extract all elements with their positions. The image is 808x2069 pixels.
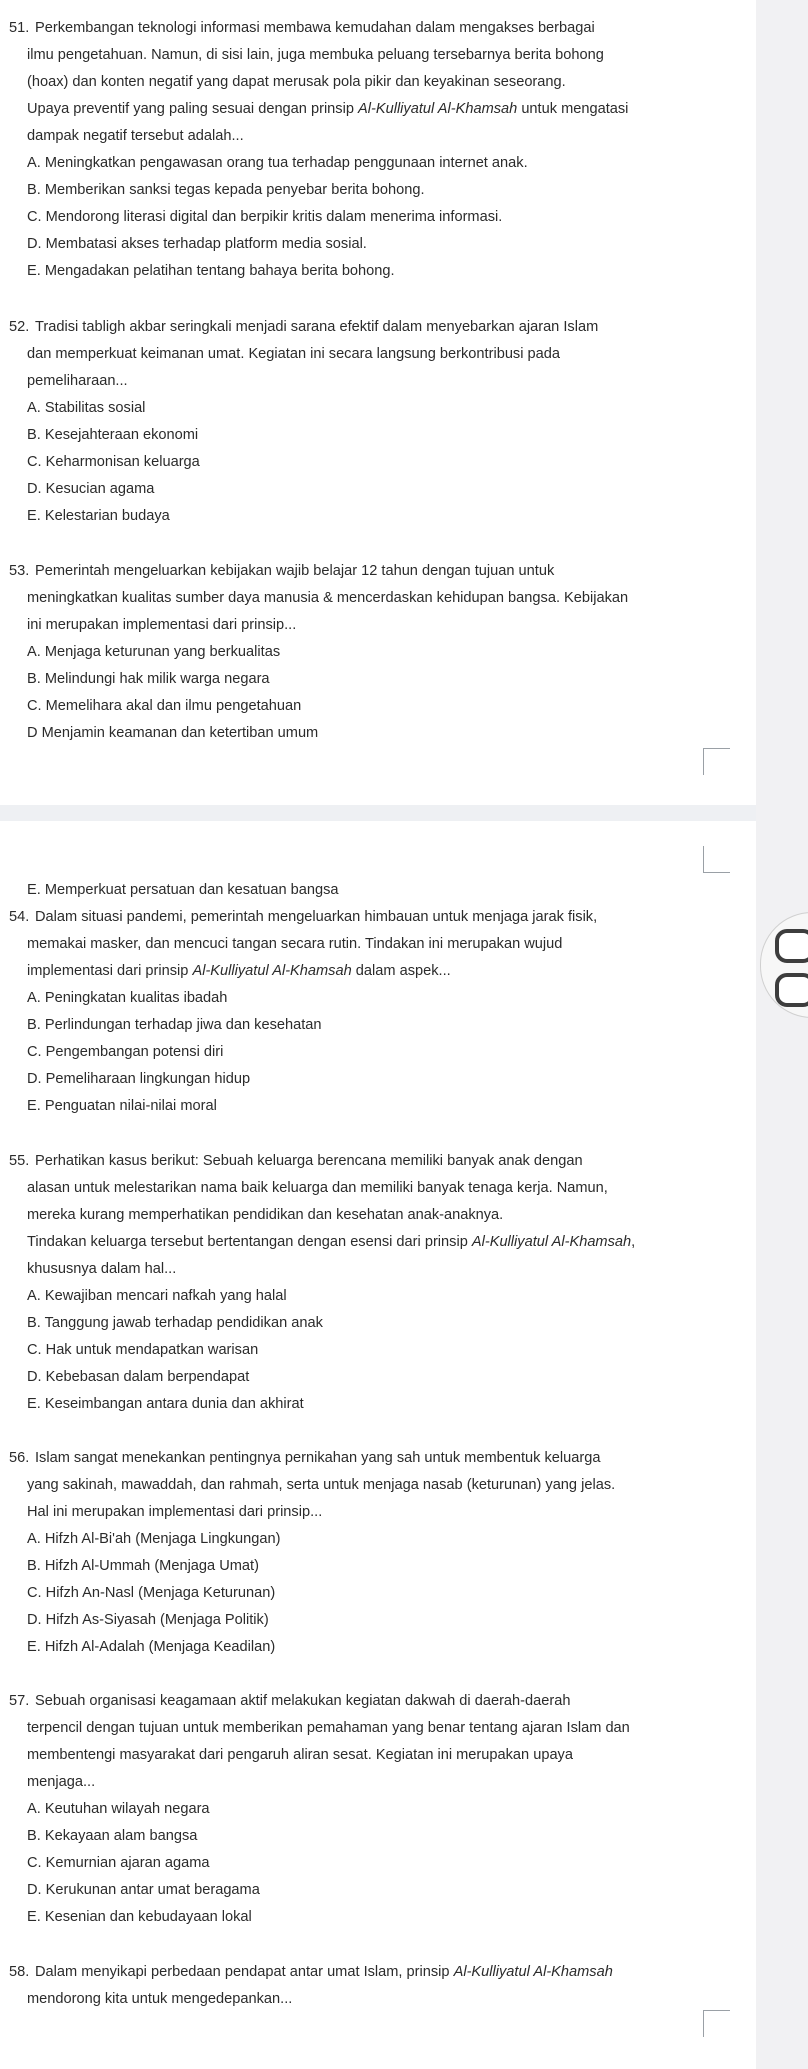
option-d[interactable]: D. Kesucian agama [27,481,155,497]
question-text: implementasi dari prinsip [27,963,193,979]
question-text: Upaya preventif yang paling sesuai dengan prinsip [27,101,359,117]
question-text: khususnya dalam hal... [27,1261,177,1277]
question-text: menjaga... [27,1774,96,1790]
option-b[interactable]: B. Memberikan sanksi tegas kepada penyebar berita bohong. [27,182,425,198]
question-text: Pemerintah mengeluarkan kebijakan wajib belajar 12 tahun dengan tujuan untuk [35,563,555,579]
crop-corner-icon [703,2010,730,2037]
page-break [0,805,756,821]
term-italic: Al-Kulliyatul Al-Khamsah [453,1964,613,1980]
toggle-button[interactable] [775,973,808,1007]
option-c[interactable]: C. Hak untuk mendapatkan warisan [27,1342,259,1358]
question-text: Sebuah organisasi keagamaan aktif melakukan kegiatan dakwah di daerah-daerah [35,1693,571,1709]
option-a[interactable]: A. Hifzh Al-Bi'ah (Menjaga Lingkungan) [27,1531,281,1547]
question-number: 51. [9,20,30,36]
option-a[interactable]: A. Menjaga keturunan yang berkualitas [27,644,281,660]
crop-corner-icon [703,846,730,873]
question-text: Tradisi tabligh akbar seringkali menjadi sarana efektif dalam menyebarkan ajaran Islam [35,319,599,335]
option-c[interactable]: C. Hifzh An-Nasl (Menjaga Keturunan) [27,1585,276,1601]
option-a[interactable]: A. Keutuhan wilayah negara [27,1801,210,1817]
question-number: 54. [9,909,30,925]
option-a[interactable]: A. Meningkatkan pengawasan orang tua terhadap penggunaan internet anak. [27,155,528,171]
option-a[interactable]: A. Peningkatan kualitas ibadah [27,990,228,1006]
question-text: (hoax) dan konten negatif yang dapat merusak pola pikir dan keyakinan seseorang. [27,74,566,90]
term-italic: Al-Kulliyatul Al-Khamsah [192,963,352,979]
question-text: dampak negatif tersebut adalah... [27,128,244,144]
question-text: , [631,1234,636,1250]
option-b[interactable]: B. Melindungi hak milik warga negara [27,671,270,687]
question-text: ilmu pengetahuan. Namun, di sisi lain, juga membuka peluang tersebarnya berita bohong [27,47,604,63]
question-text: alasan untuk melestarikan nama baik keluarga dan memiliki banyak tenaga kerja. Namun, [27,1180,608,1196]
term-italic: Al-Kulliyatul Al-Khamsah [471,1234,632,1250]
option-b[interactable]: B. Kekayaan alam bangsa [27,1828,198,1844]
option-e[interactable]: E. Kelestarian budaya [27,508,170,524]
question-text: Perkembangan teknologi informasi membawa kemudahan dalam mengakses berbagai [35,20,595,36]
option-e[interactable]: E. Keseimbangan antara dunia dan akhirat [27,1396,304,1412]
option-e[interactable]: E. Kesenian dan kebudayaan lokal [27,1909,252,1925]
question-text: Dalam menyikapi perbedaan pendapat antar umat Islam, prinsip [35,1964,454,1980]
question-text: yang sakinah, mawaddah, dan rahmah, serta untuk menjaga nasab (keturunan) yang jelas. [27,1477,616,1493]
option-b[interactable]: B. Hifzh Al-Ummah (Menjaga Umat) [27,1558,259,1574]
question-text: ini merupakan implementasi dari prinsip... [27,617,297,633]
question-text: dan memperkuat keimanan umat. Kegiatan ini secara langsung berkontribusi pada [27,346,560,362]
question-text: pemeliharaan... [27,373,128,389]
option-b[interactable]: B. Tanggung jawab terhadap pendidikan anak [27,1315,323,1331]
option-e[interactable]: E. Hifzh Al-Adalah (Menjaga Keadilan) [27,1639,276,1655]
question-text: mereka kurang memperhatikan pendidikan dan kesehatan anak-anaknya. [27,1207,504,1223]
question-number: 56. [9,1450,30,1466]
question-number: 57. [9,1693,30,1709]
option-c[interactable]: C. Keharmonisan keluarga [27,454,200,470]
question-text: Islam sangat menekankan pentingnya pernikahan yang sah untuk membentuk keluarga [35,1450,601,1466]
question-text: membentengi masyarakat dari pengaruh aliran sesat. Kegiatan ini merupakan upaya [27,1747,573,1763]
option-e[interactable]: E. Penguatan nilai-nilai moral [27,1098,217,1114]
question-text: Perhatikan kasus berikut: Sebuah keluarga berencana memiliki banyak anak dengan [35,1153,583,1169]
question-text: memakai masker, dan mencuci tangan secara rutin. Tindakan ini merupakan wujud [27,936,563,952]
option-c[interactable]: C. Memelihara akal dan ilmu pengetahuan [27,698,302,714]
toggle-button[interactable] [775,929,808,963]
option-a[interactable]: A. Stabilitas sosial [27,400,146,416]
question-text: Tindakan keluarga tersebut bertentangan dengan esensi dari prinsip [27,1234,472,1250]
option-b[interactable]: B. Kesejahteraan ekonomi [27,427,199,443]
option-c[interactable]: C. Pengembangan potensi diri [27,1044,224,1060]
option-c[interactable]: C. Mendorong literasi digital dan berpikir kritis dalam menerima informasi. [27,209,503,225]
option-d[interactable]: D. Pemeliharaan lingkungan hidup [27,1071,251,1087]
side-margin [756,0,808,2069]
question-text: Dalam situasi pandemi, pemerintah mengeluarkan himbauan untuk menjaga jarak fisik, [35,909,598,925]
option-e[interactable]: E. Memperkuat persatuan dan kesatuan bangsa [27,882,339,898]
question-number: 55. [9,1153,30,1169]
option-a[interactable]: A. Kewajiban mencari nafkah yang halal [27,1288,287,1304]
option-d[interactable]: D. Kebebasan dalam berpendapat [27,1369,250,1385]
question-number: 58. [9,1964,30,1980]
question-text: dalam aspek... [351,963,451,979]
option-e[interactable]: E. Mengadakan pelatihan tentang bahaya berita bohong. [27,263,395,279]
crop-corner-icon [703,748,730,775]
option-d[interactable]: D Menjamin keamanan dan ketertiban umum [27,725,319,741]
term-italic: Al-Kulliyatul Al-Khamsah [358,101,518,117]
question-text: terpencil dengan tujuan untuk memberikan pemahaman yang benar tentang ajaran Islam dan [27,1720,630,1736]
option-d[interactable]: D. Hifzh As-Siyasah (Menjaga Politik) [27,1612,269,1628]
option-d[interactable]: D. Kerukunan antar umat beragama [27,1882,260,1898]
question-text: untuk mengatasi [517,101,629,117]
question-number: 53. [9,563,30,579]
option-c[interactable]: C. Kemurnian ajaran agama [27,1855,210,1871]
question-text: Hal ini merupakan implementasi dari prinsip... [27,1504,323,1520]
question-text: mendorong kita untuk mengedepankan... [27,1991,293,2007]
option-b[interactable]: B. Perlindungan terhadap jiwa dan kesehatan [27,1017,322,1033]
option-d[interactable]: D. Membatasi akses terhadap platform media sosial. [27,236,367,252]
question-number: 52. [9,319,30,335]
question-text: meningkatkan kualitas sumber daya manusia & mencerdaskan kehidupan bangsa. Kebijakan [27,590,629,606]
